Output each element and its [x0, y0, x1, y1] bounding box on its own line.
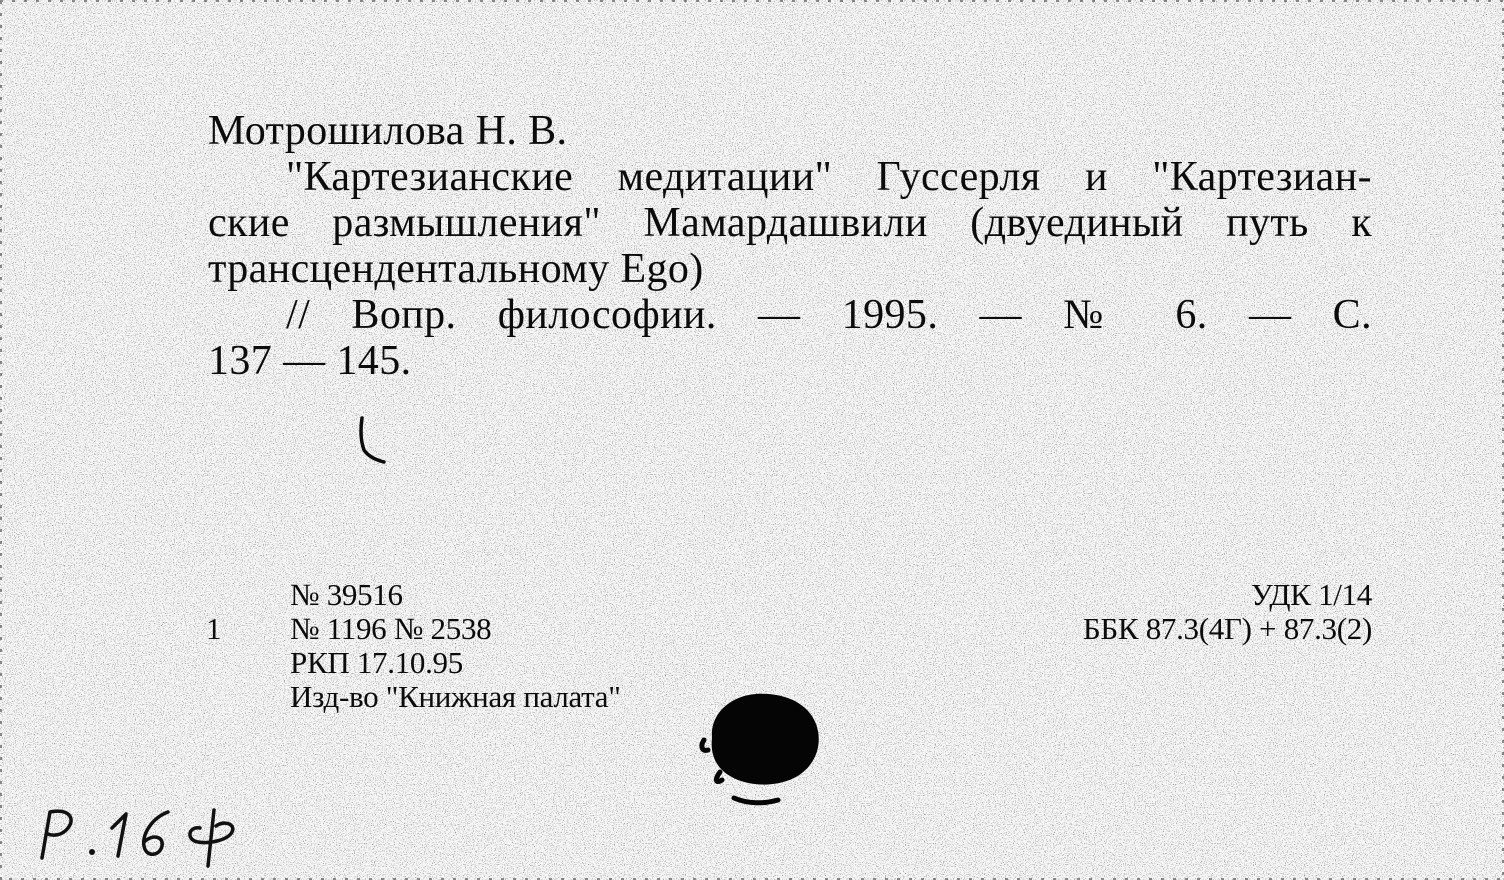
pages: 137 — 145.: [208, 338, 412, 384]
title-line-2: ские размышления" Мамардашвили (двуединый путь к: [208, 200, 1372, 246]
ink-blot-icon: [690, 680, 840, 815]
shelf-mark-handwritten: [28, 800, 268, 872]
title-line-1: "Картезианские медитации" Гуссерля и "Картезиан-: [286, 154, 1372, 200]
bibliographic-description: [208, 108, 1372, 384]
copies-count: 1: [206, 611, 222, 646]
shelf-mark-drawing: [28, 800, 268, 872]
source-line: // Вопр. философии. — 1995. — № 6. — С.: [286, 292, 1372, 338]
author: Мотрошилова Н. В.: [208, 108, 568, 154]
registry-info: [290, 578, 740, 714]
registry-line-4: Изд-во "Книжная палата": [290, 679, 621, 714]
pencil-hook-mark: [352, 414, 392, 466]
registry-line-3: РКП 17.10.95: [290, 645, 463, 680]
bbk-code: ББК 87.3(4Г) + 87.3(2): [1082, 611, 1372, 646]
registry-line-2: № 1196 № 2538: [290, 611, 492, 646]
registry-line-1: № 39516: [290, 577, 403, 612]
title-line-3: трансцендентальному Ego): [208, 246, 704, 292]
udk-code: УДК 1/14: [1250, 577, 1372, 612]
classification-info: [960, 578, 1372, 646]
